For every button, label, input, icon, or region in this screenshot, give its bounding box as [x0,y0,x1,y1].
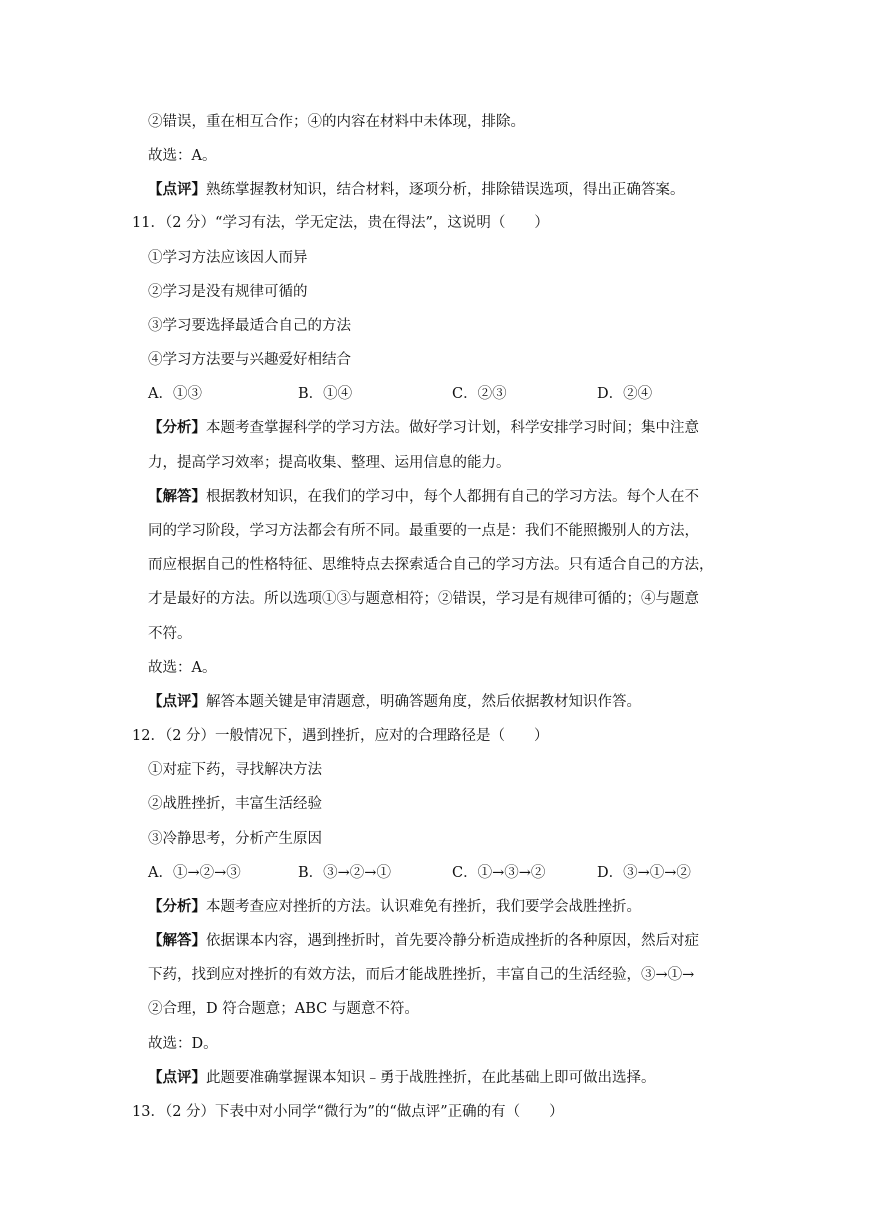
answer-tag: 【解答】 [148,932,206,949]
answer-line: 才是最好的方法。所以选项①③与题意相符；②错误，学习是有规律可循的；④与题意 [148,591,699,607]
analysis-line [148,897,641,917]
question-12-stem: 12．（2 分）一般情况下，遇到挫折，应对的合理路径是（ ） [132,728,549,744]
review-line [148,1068,656,1088]
review-line [148,180,685,200]
answer-choice: 故选：D。 [148,1036,218,1052]
answer-tag: 【解答】 [148,488,206,505]
question-12-option-b: B．③→②→① [298,865,391,881]
review-text: 此题要准确掌握课本知识﹣勇于战胜挫折，在此基础上即可做出选择。 [206,1070,656,1086]
review-text: 解答本题关键是审清题意，明确答题角度，然后依据教材知识作答。 [206,694,641,710]
question-13-stem: 13．（2 分）下表中对小同学“微行为”的“做点评”正确的有（ ） [132,1104,564,1120]
answer-line [148,487,699,507]
analysis-tag: 【分析】 [148,898,206,915]
question-11-item: ③学习要选择最适合自己的方法 [148,318,351,334]
analysis-tag: 【分析】 [148,419,206,436]
analysis-line [148,418,699,438]
answer-line: 不符。 [148,626,192,642]
answer-line: 而应根据自己的性格特征、思维特点去探索适合自己的学习方法。只有适合自己的方法， [148,557,714,573]
review-tag: 【点评】 [148,1069,206,1086]
question-11-item: ①学习方法应该因人而异 [148,250,308,266]
text-line: ②错误，重在相互合作；④的内容在材料中未体现，排除。 [148,114,525,130]
answer-line: ②合理，D 符合题意；ABC 与题意不符。 [148,1001,419,1017]
question-11-item: ④学习方法要与兴趣爱好相结合 [148,352,351,368]
answer-line [148,931,699,951]
analysis-text: 本题考查掌握科学的学习方法。做好学习计划，科学安排学习时间；集中注意 [206,420,699,436]
review-text: 熟练掌握教材知识，结合材料，逐项分析，排除错误选项，得出正确答案。 [206,182,685,198]
question-12-item: ①对症下药，寻找解决方法 [148,762,322,778]
question-11-stem: 11．（2 分）“学习有法，学无定法，贵在得法”，这说明（ ） [132,215,549,231]
review-line [148,692,641,712]
analysis-line: 力，提高学习效率；提高收集、整理、运用信息的能力。 [148,455,511,471]
question-12-option-d: D．③→①→② [597,865,691,881]
question-11-option-d: D．②④ [597,386,653,402]
question-12-item: ②战胜挫折，丰富生活经验 [148,796,322,812]
question-12-option-c: C．①→③→② [452,865,546,881]
answer-text: 依据课本内容，遇到挫折时，首先要冷静分析造成挫折的各种原因，然后对症 [206,933,699,949]
question-11-item: ②学习是没有规律可循的 [148,284,308,300]
question-11-option-b: B．①④ [298,386,353,402]
analysis-text: 本题考查应对挫折的方法。认识难免有挫折，我们要学会战胜挫折。 [206,899,641,915]
answer-text: 根据教材知识，在我们的学习中，每个人都拥有自己的学习方法。每个人在不 [206,489,699,505]
question-11-option-a: A．①③ [148,386,202,402]
answer-choice: 故选：A。 [148,660,217,676]
question-11-option-c: C．②③ [452,386,507,402]
review-tag: 【点评】 [148,693,206,710]
answer-line: 下药，找到应对挫折的有效方法，而后才能战胜挫折，丰富自己的生活经验，③→①→ [148,967,695,983]
answer-line: 同的学习阶段，学习方法都会有所不同。最重要的一点是：我们不能照搬别人的方法， [148,523,699,539]
review-tag: 【点评】 [148,181,206,198]
question-12-item: ③冷静思考，分析产生原因 [148,831,322,847]
answer-choice: 故选：A。 [148,148,217,164]
question-12-option-a: A．①→②→③ [148,865,241,881]
